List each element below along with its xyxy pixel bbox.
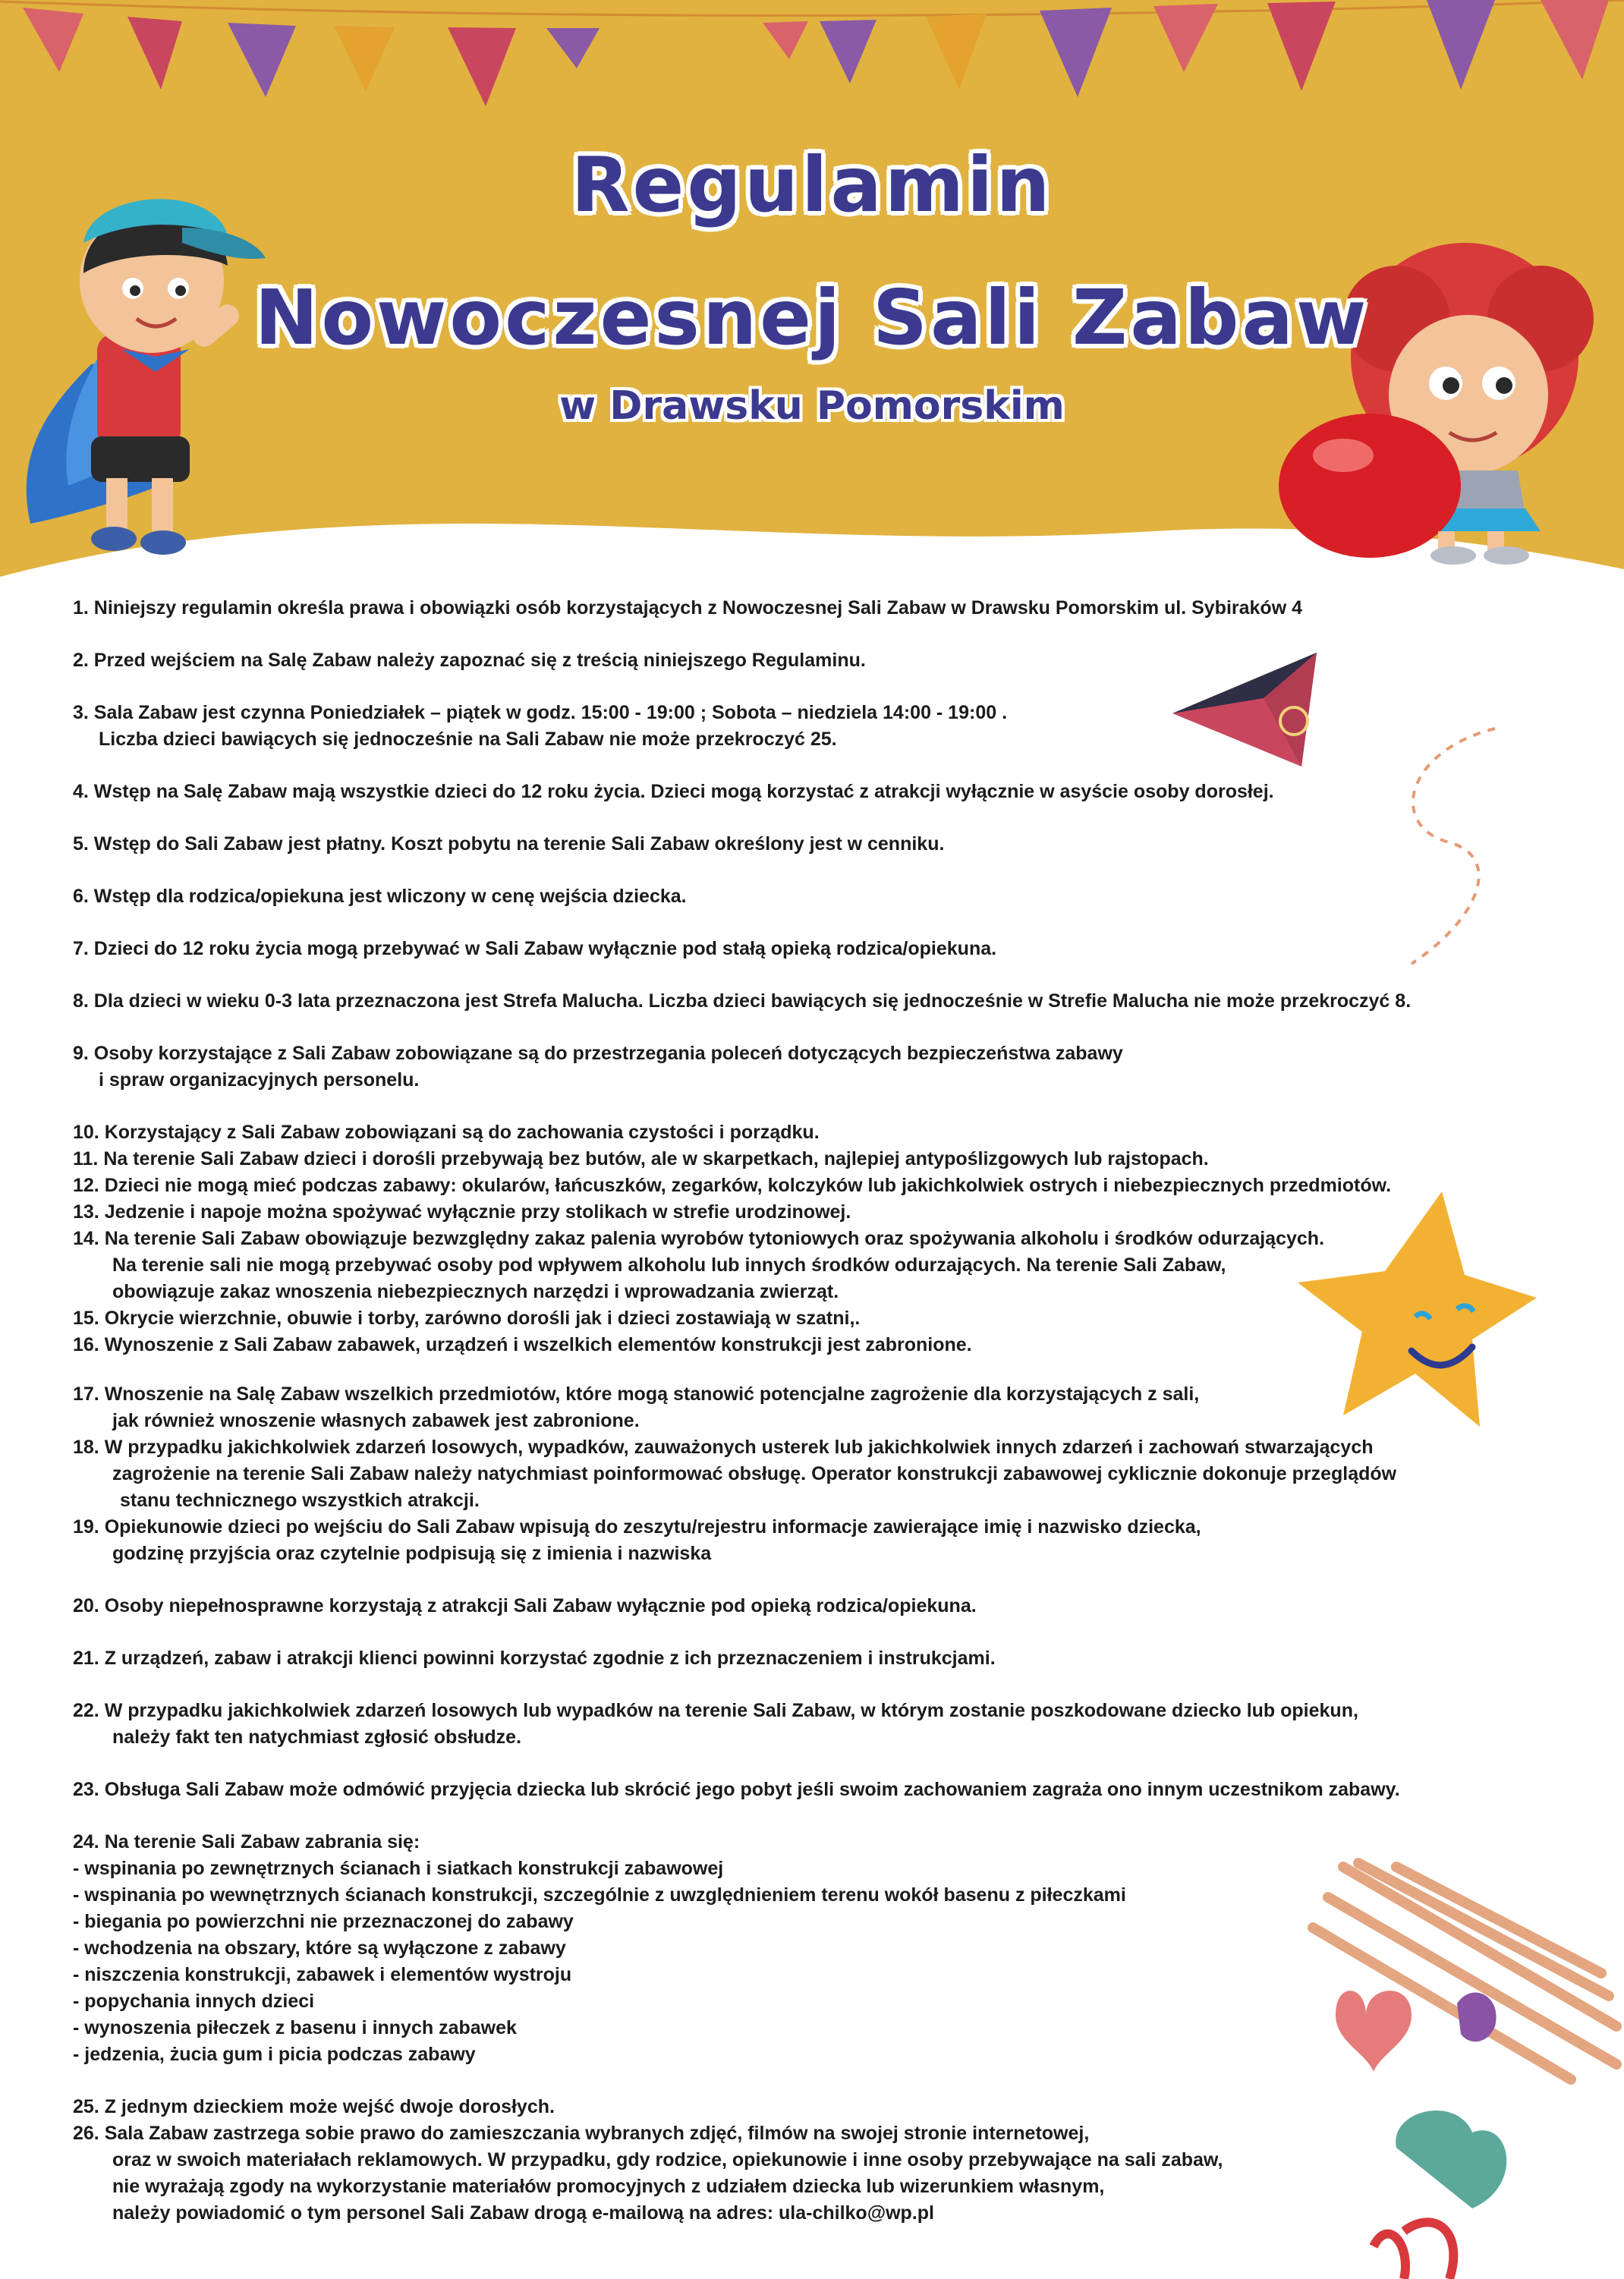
rule-19: 19. Opiekunowie dzieci po wejściu do Sali Zabaw wpisują do zeszytu/rejestru informacje zawierające imię i nazwisko dziecka, — [73, 1516, 1201, 1538]
rule-24-item: - wynoszenia piłeczek z basenu i innych zabawek — [73, 2017, 517, 2038]
rule-24-item: - biegania po powierzchni nie przeznaczonej do zabawy — [73, 1911, 574, 1932]
rule-24-item: - niszczenia konstrukcji, zabawek i elementów wystroju — [73, 1964, 572, 1985]
rule-26-continued-2: nie wyrażają zgody na wykorzystanie materiałów promocyjnych z udziałem dziecka lub wizerunkiem własnym, — [112, 2176, 1105, 2197]
rule-9: 9. Osoby korzystające z Sali Zabaw zobowiązane są do przestrzegania poleceń dotyczących bezpieczeństwa zabawy — [73, 1043, 1123, 1064]
rule-9-continued: i spraw organizacyjnych personelu. — [99, 1069, 420, 1091]
rule-23: 23. Obsługa Sali Zabaw może odmówić przyjęcia dziecka lub skrócić jego pobyt jeśli swoim zachowaniem zagraża ono innym uczestnikom zabawy. — [73, 1779, 1400, 1800]
rule-17-continued: jak również wnoszenie własnych zabawek jest zabronione. — [112, 1410, 640, 1431]
rules-list — [73, 595, 1583, 2227]
rule-4: 4. Wstęp na Salę Zabaw mają wszystkie dzieci do 12 roku życia. Dzieci mogą korzystać z atrakcji wyłącznie w asyście osoby dorosłej. — [73, 781, 1274, 802]
rule-26: 26. Sala Zabaw zastrzega sobie prawo do zamieszczania wybranych zdjęć, filmów na swojej stronie internetowej, — [73, 2123, 1090, 2144]
rule-24-list — [73, 1856, 1583, 2068]
rule-22-continued: należy fakt ten natychmiast zgłosić obsłudze. — [112, 1727, 522, 1748]
rule-24-item: - wchodzenia na obszary, które są wyłączone z zabawy — [73, 1937, 566, 1959]
rule-14: 14. Na terenie Sali Zabaw obowiązuje bezwzględny zakaz palenia wyrobów tytoniowych oraz spożywania alkoholu i środków odurzających. — [73, 1228, 1325, 1249]
rule-24-item: - wspinania po wewnętrznych ścianach konstrukcji, szczególnie z uwzględnieniem terenu wokół basenu z piłeczkami — [73, 1884, 1126, 1906]
rule-18: 18. W przypadku jakichkolwiek zdarzeń losowych, wypadków, zauważonych usterek lub jakichkolwiek innych zdarzeń i zachowań stwarzających — [73, 1437, 1374, 1458]
title-line-1: Regulamin — [571, 140, 1053, 229]
rule-11: 11. Na terenie Sali Zabaw dzieci i dorośli przebywają bez butów, ale w skarpetkach, najlepiej antypoślizgowych lub rajstopach. — [73, 1148, 1209, 1169]
rule-8: 8. Dla dzieci w wieku 0-3 lata przeznaczona jest Strefa Malucha. Liczba dzieci bawiących się jednocześnie w Strefie Malucha nie może przekroczyć 8. — [73, 990, 1412, 1012]
rule-3-continued: Liczba dzieci bawiących się jednocześnie na Sali Zabaw nie może przekroczyć 25. — [99, 729, 837, 750]
rule-17: 17. Wnoszenie na Salę Zabaw wszelkich przedmiotów, które mogą stanowić potencjalne zagrożenie dla korzystających z sali, — [73, 1383, 1200, 1405]
rule-22: 22. W przypadku jakichkolwiek zdarzeń losowych lub wypadków na terenie Sali Zabaw, w którym zostanie poszkodowane dziecko lub opiekun, — [73, 1700, 1358, 1721]
rule-24-item: - popychania innych dzieci — [73, 1991, 315, 2012]
rule-25: 25. Z jednym dzieckiem może wejść dwoje dorosłych. — [73, 2096, 555, 2117]
subtitle: w Drawsku Pomorskim — [559, 383, 1065, 429]
rule-6: 6. Wstęp dla rodzica/opiekuna jest wliczony w cenę wejścia dziecka. — [73, 886, 687, 907]
rule-21: 21. Z urządzeń, zabaw i atrakcji klienci powinni korzystać zgodnie z ich przeznaczeniem i instrukcjami. — [73, 1648, 996, 1669]
rule-7: 7. Dzieci do 12 roku życia mogą przebywać w Sali Zabaw wyłącznie pod stałą opieką rodzica/opiekuna. — [73, 938, 997, 959]
rule-2: 2. Przed wejściem na Salę Zabaw należy zapoznać się z treścią niniejszego Regulaminu. — [73, 650, 866, 671]
rule-12: 12. Dzieci nie mogą mieć podczas zabawy: okularów, łańcuszków, zegarków, kolczyków lub jakichkolwiek ostrych i niebezpiecznych przedmiotów. — [73, 1175, 1392, 1196]
rule-14-continued-2: obowiązuje zakaz wnoszenia niebezpiecznych narzędzi i wprowadzania zwierząt. — [112, 1281, 839, 1302]
rule-5: 5. Wstęp do Sali Zabaw jest płatny. Koszt pobytu na terenie Sali Zabaw określony jest w cenniku. — [73, 833, 945, 855]
rule-24: 24. Na terenie Sali Zabaw zabrania się: — [73, 1831, 420, 1852]
rule-26-continued-3: należy powiadomić o tym personel Sali Zabaw drogą e-mailową na adres: ula-chilko@wp.pl — [112, 2202, 934, 2224]
rule-3: 3. Sala Zabaw jest czynna Poniedziałek – piątek w godz. 15:00 - 19:00 ; Sobota – niedziela 14:00 - 19:00 . — [73, 702, 1008, 723]
rule-24-item: - jedzenia, żucia gum i picia podczas zabawy — [73, 2044, 476, 2065]
rule-19-continued: godzinę przyjścia oraz czytelnie podpisują się z imienia i nazwiska — [112, 1543, 712, 1564]
rule-13: 13. Jedzenie i napoje można spożywać wyłącznie przy stolikach w strefie urodzinowej. — [73, 1201, 851, 1223]
rule-14-continued: Na terenie sali nie mogą przebywać osoby pod wpływem alkoholu lub innych środków odurzających. Na terenie Sali Zabaw, — [112, 1254, 1226, 1276]
rule-26-continued: oraz w swoich materiałach reklamowych. W przypadku, gdy rodzice, opiekunowie i inne osoby przebywające na sali zabaw, — [112, 2149, 1223, 2170]
title-line-2: Nowoczesnej Sali Zabaw — [254, 273, 1370, 362]
rule-15: 15. Okrycie wierzchnie, obuwie i torby, zarówno dorośli jak i dzieci zostawiają w szatni,. — [73, 1308, 861, 1329]
rule-16: 16. Wynoszenie z Sali Zabaw zabawek, urządzeń i wszelkich elementów konstrukcji jest zabronione. — [73, 1334, 972, 1355]
rule-10: 10. Korzystający z Sali Zabaw zobowiązani są do zachowania czystości i porządku. — [73, 1122, 820, 1143]
rule-20: 20. Osoby niepełnosprawne korzystają z atrakcji Sali Zabaw wyłącznie pod opieką rodzica/opiekuna. — [73, 1595, 977, 1616]
rule-1: 1. Niniejszy regulamin określa prawa i obowiązki osób korzystających z Nowoczesnej Sali Zabaw w Drawsku Pomorskim ul. Sybiraków 4 — [73, 597, 1302, 619]
rule-18-continued-2: stanu technicznego wszystkich atrakcji. — [120, 1490, 480, 1511]
rule-24-item: - wspinania po zewnętrznych ścianach i siatkach konstrukcji zabawowej — [73, 1858, 724, 1879]
rule-18-continued: zagrożenie na terenie Sali Zabaw należy natychmiast poinformować obsługę. Operator konstrukcji zabawowej cyklicznie dokonuje przeglądów — [112, 1463, 1397, 1484]
